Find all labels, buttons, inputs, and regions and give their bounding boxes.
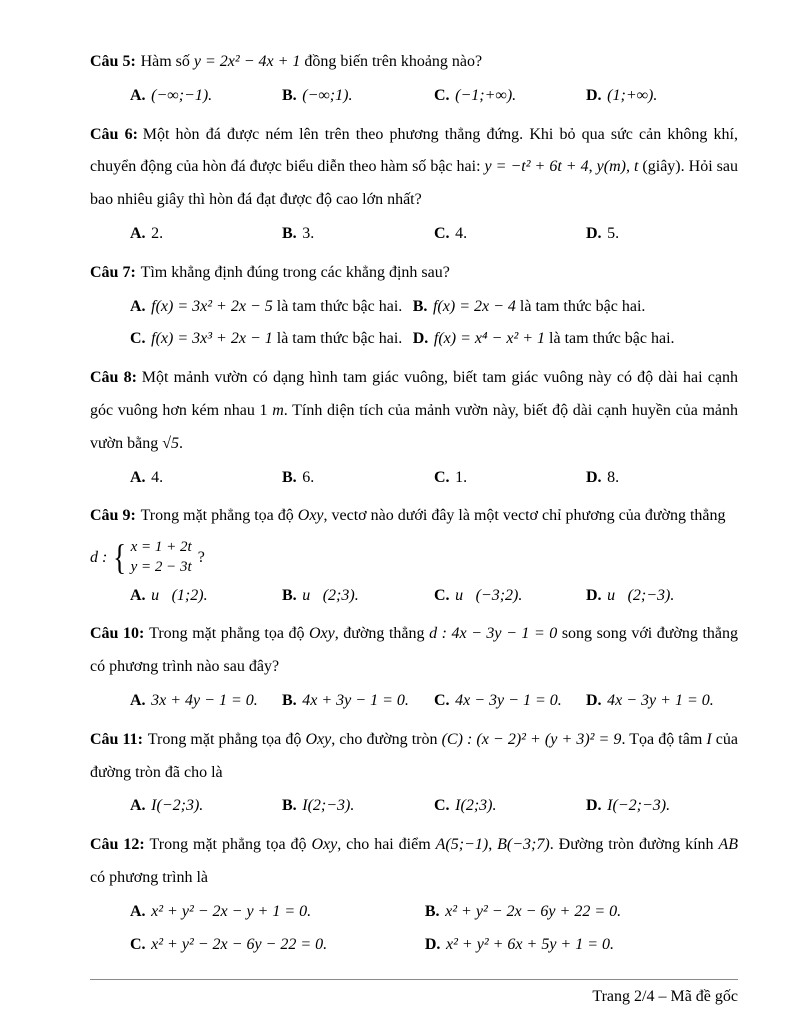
option-letter: C. [434,86,450,104]
math-expression: u⃗(2;−3). [607,586,675,604]
text-run: . [179,434,184,452]
math-expression: I(−2;3). [151,797,204,815]
question-stem [90,724,738,790]
math-expression: x² + y² − 2x − 6y + 22 = 0. [445,902,622,920]
math-expression: B(−3;7) [497,836,550,854]
answer-option [130,896,425,929]
question [90,829,738,961]
answer-option [434,580,586,613]
math-expression: u⃗(1;2). [151,586,208,604]
option-letter: A. [130,224,146,242]
option-letter: C. [434,797,450,815]
text-run: của đường tròn đã cho là [90,730,739,781]
answer-option [130,462,282,495]
footer-page-number: Trang 2/4 – Mã đề gốc [592,987,738,1005]
answer-option [130,790,282,823]
math-expression: Oxy [311,836,338,854]
question-stem [90,46,738,79]
option-letter: A. [130,586,146,604]
option-letter: A. [130,86,146,104]
text-run: . Tính diện tích của mảnh vườn này, biết độ dài cạnh huyền của mảnh vườn bằng [90,401,738,452]
question [90,500,738,612]
question-label: Câu 12: [90,836,145,854]
answer-options [90,80,738,113]
answer-option [282,790,434,823]
question-stem-text [90,507,738,577]
answer-option [434,790,586,823]
text-run: Trong mặt phẳng tọa độ [149,625,309,643]
answer-option [434,218,586,251]
option-letter: A. [130,468,146,486]
answer-option [586,790,738,823]
question-stem [90,257,738,290]
math-expression: 4x + 3y − 1 = 0. [302,692,409,710]
text-run: , vectơ nào dưới đây là một vectơ chỉ phương của đường thẳng [323,507,726,525]
text-run: . Đường tròn đường kính [549,836,719,854]
answer-option [586,685,738,718]
answer-options [90,291,738,357]
text-run: Một mảnh vườn có dạng hình tam giác vuông, biết tam giác vuông này có độ dài hai cạnh góc vuông hơn kém nhau [90,369,739,419]
answer-option [434,80,586,113]
option-letter: B. [282,586,297,604]
answer-option [586,580,738,613]
answer-option [425,896,738,929]
math-expression: 4x − 3y + 1 = 0. [607,692,714,710]
question-stem-text [90,625,738,675]
answer-option [282,685,434,718]
question-stem [90,618,738,684]
question-stem [90,829,738,895]
question [90,618,738,717]
footer-rule [90,979,738,980]
system-prefix: d : [90,548,108,566]
text-run: 8. [607,468,620,486]
option-letter: A. [130,797,146,815]
math-expression: (1;+∞). [607,86,658,104]
question-stem-text [141,53,483,70]
math-expression: u⃗(−3;2). [455,586,523,604]
question-label: Câu 10: [90,625,145,643]
system-equation-line: x = 1 + 2t [130,539,192,556]
text-run: Trong mặt phẳng tọa độ [140,507,298,525]
exam-content [90,46,738,979]
answer-option [586,218,738,251]
answer-option [434,462,586,495]
option-letter: D. [424,935,441,953]
question [90,362,738,494]
answer-option [130,291,413,324]
question-label: Câu 7: [90,263,136,281]
question [90,119,738,251]
answer-option [586,80,738,113]
option-letter: B. [282,468,297,486]
text-run: 1 [259,401,273,419]
math-expression: I(−2;−3). [607,797,671,815]
question-stem-text [90,731,738,781]
math-expression: (−1;+∞). [455,86,517,104]
answer-option [425,929,738,962]
question-label: Câu 9: [90,507,136,525]
left-brace-glyph: { [113,537,127,578]
text-run: song song với đường thẳng có phương trình nào sau đây? [90,625,739,676]
math-expression: A(5;−1) [435,836,489,854]
option-letter: C. [434,224,450,242]
answer-options [90,580,738,613]
math-expression: (−∞;1). [302,86,353,104]
option-letter: A. [130,692,146,710]
math-expression: y(m), t [596,158,639,176]
option-letter: C. [434,586,450,604]
text-run: là tam thức bậc hai. [515,297,646,315]
option-letter: D. [586,86,602,104]
math-expression: f(x) = 2x − 4 [432,297,516,315]
option-letter: A. [130,902,146,920]
text-run: là tam thức bậc hai. [545,330,675,348]
text-run: 5. [607,224,620,242]
math-expression: f(x) = 3x³ + 2x − 1 [151,330,273,348]
answer-option [130,80,282,113]
math-expression: u⃗(2;3). [302,586,359,604]
question-stem-text [90,369,738,452]
question [90,257,738,356]
option-letter: B. [424,902,440,920]
answer-options [90,218,738,251]
answer-options [90,896,738,962]
answer-option [130,323,413,356]
option-letter: B. [282,692,297,710]
text-run: Tìm khẳng định đúng trong các khẳng định sau? [140,263,450,281]
option-letter: D. [586,586,602,604]
math-expression: 4x − 3y − 1 = 0. [455,692,562,710]
text-run: , cho hai điểm [337,836,436,854]
math-expression: I(2;3). [455,797,497,815]
text-run: là tam thức bậc hai. [272,297,403,315]
question [90,724,738,823]
answer-option [130,218,282,251]
text-run: . Tọa độ tâm [621,730,707,748]
text-run: Một hòn đá được ném lên trên theo phương thẳng đứng. Khi bỏ qua sức cản không khí, chuyển động của hòn đá được biểu diễn theo hàm số bậc hai: [90,125,739,176]
text-run: (giây). Hỏi sau bao nhiêu giây thì hòn đá đạt được độ cao lớn nhất? [90,158,738,209]
math-expression: f(x) = x⁴ − x² + 1 [433,330,546,348]
math-expression: f(x) = 3x² + 2x − 5 [151,297,273,315]
math-expression: √5 [162,434,180,452]
text-run: , đường thẳng [334,625,430,643]
answer-option [130,685,282,718]
answer-option [413,323,738,356]
text-run: đồng biến trên khoảng nào? [300,53,483,70]
answer-options [90,790,738,823]
option-letter: D. [586,797,602,815]
question-stem-text [141,264,450,281]
text-run: , cho đường tròn [331,730,442,748]
answer-option [282,462,434,495]
equation-system [90,537,205,578]
math-expression: I [706,730,712,748]
text-run: 4. [455,224,468,242]
answer-option [434,685,586,718]
math-expression: x² + y² − 2x − 6y − 22 = 0. [151,935,328,953]
option-letter: B. [282,224,297,242]
text-run: , [588,158,597,176]
math-expression: x² + y² + 6x + 5y + 1 = 0. [446,935,615,953]
option-letter: C. [434,468,450,486]
answer-option [130,580,282,613]
math-expression: AB [718,836,739,854]
answer-options [90,462,738,495]
math-expression: Oxy [297,507,324,525]
question [90,46,738,113]
option-letter: D. [586,224,602,242]
option-letter: C. [434,692,450,710]
question-stem-text [90,126,738,209]
option-letter: B. [282,797,297,815]
question-label: Câu 8: [90,369,137,387]
option-letter: A. [130,297,146,315]
question-label: Câu 5: [90,53,136,70]
text-run: Trong mặt phẳng tọa độ [149,836,312,854]
math-expression: Oxy [309,625,335,643]
text-run: Trong mặt phẳng tọa độ [147,730,306,748]
system-equations [131,537,192,578]
question-label: Câu 11: [90,730,143,748]
option-letter: B. [412,297,428,315]
text-run: là tam thức bậc hai. [272,330,403,348]
text-run: , [488,836,498,854]
text-run: 6. [302,468,315,486]
option-letter: B. [282,86,297,104]
math-expression: I(2;−3). [302,797,355,815]
answer-options [90,685,738,718]
text-run: Hàm số [140,53,194,70]
option-letter: D. [586,692,602,710]
math-expression: m [272,401,284,419]
answer-option [282,218,434,251]
questions [90,46,738,961]
text-run: 1. [455,468,468,486]
option-letter: C. [130,935,146,953]
question-stem-text [90,836,738,886]
question-stem [90,362,738,460]
answer-option [282,580,434,613]
answer-option [282,80,434,113]
answer-option [413,291,738,324]
question-stem [90,119,738,217]
text-run: 4. [151,468,164,486]
text-run: có phương trình là [90,869,208,887]
text-run: 2. [151,224,164,242]
math-expression: x² + y² − 2x − y + 1 = 0. [151,902,312,920]
option-letter: C. [130,330,146,348]
math-expression: (C) : (x − 2)² + (y + 3)² = 9 [441,730,622,748]
math-expression: 3x + 4y − 1 = 0. [151,692,258,710]
option-letter: D. [412,330,429,348]
answer-option [130,929,425,962]
math-expression: y = 2x² − 4x + 1 [193,53,301,70]
math-expression: (−∞;−1). [151,86,213,104]
system-suffix: ? [197,548,205,566]
page-footer [90,979,738,1008]
answer-option [586,462,738,495]
question-stem [90,500,738,577]
option-letter: D. [586,468,602,486]
math-expression: y = −t² + 6t + 4 [484,158,589,176]
text-run: 3. [302,224,315,242]
question-label: Câu 6: [90,125,138,143]
math-expression: Oxy [305,730,332,748]
math-expression: d : 4x − 3y − 1 = 0 [429,625,558,643]
system-equation-line: y = 2 − 3t [130,559,192,576]
